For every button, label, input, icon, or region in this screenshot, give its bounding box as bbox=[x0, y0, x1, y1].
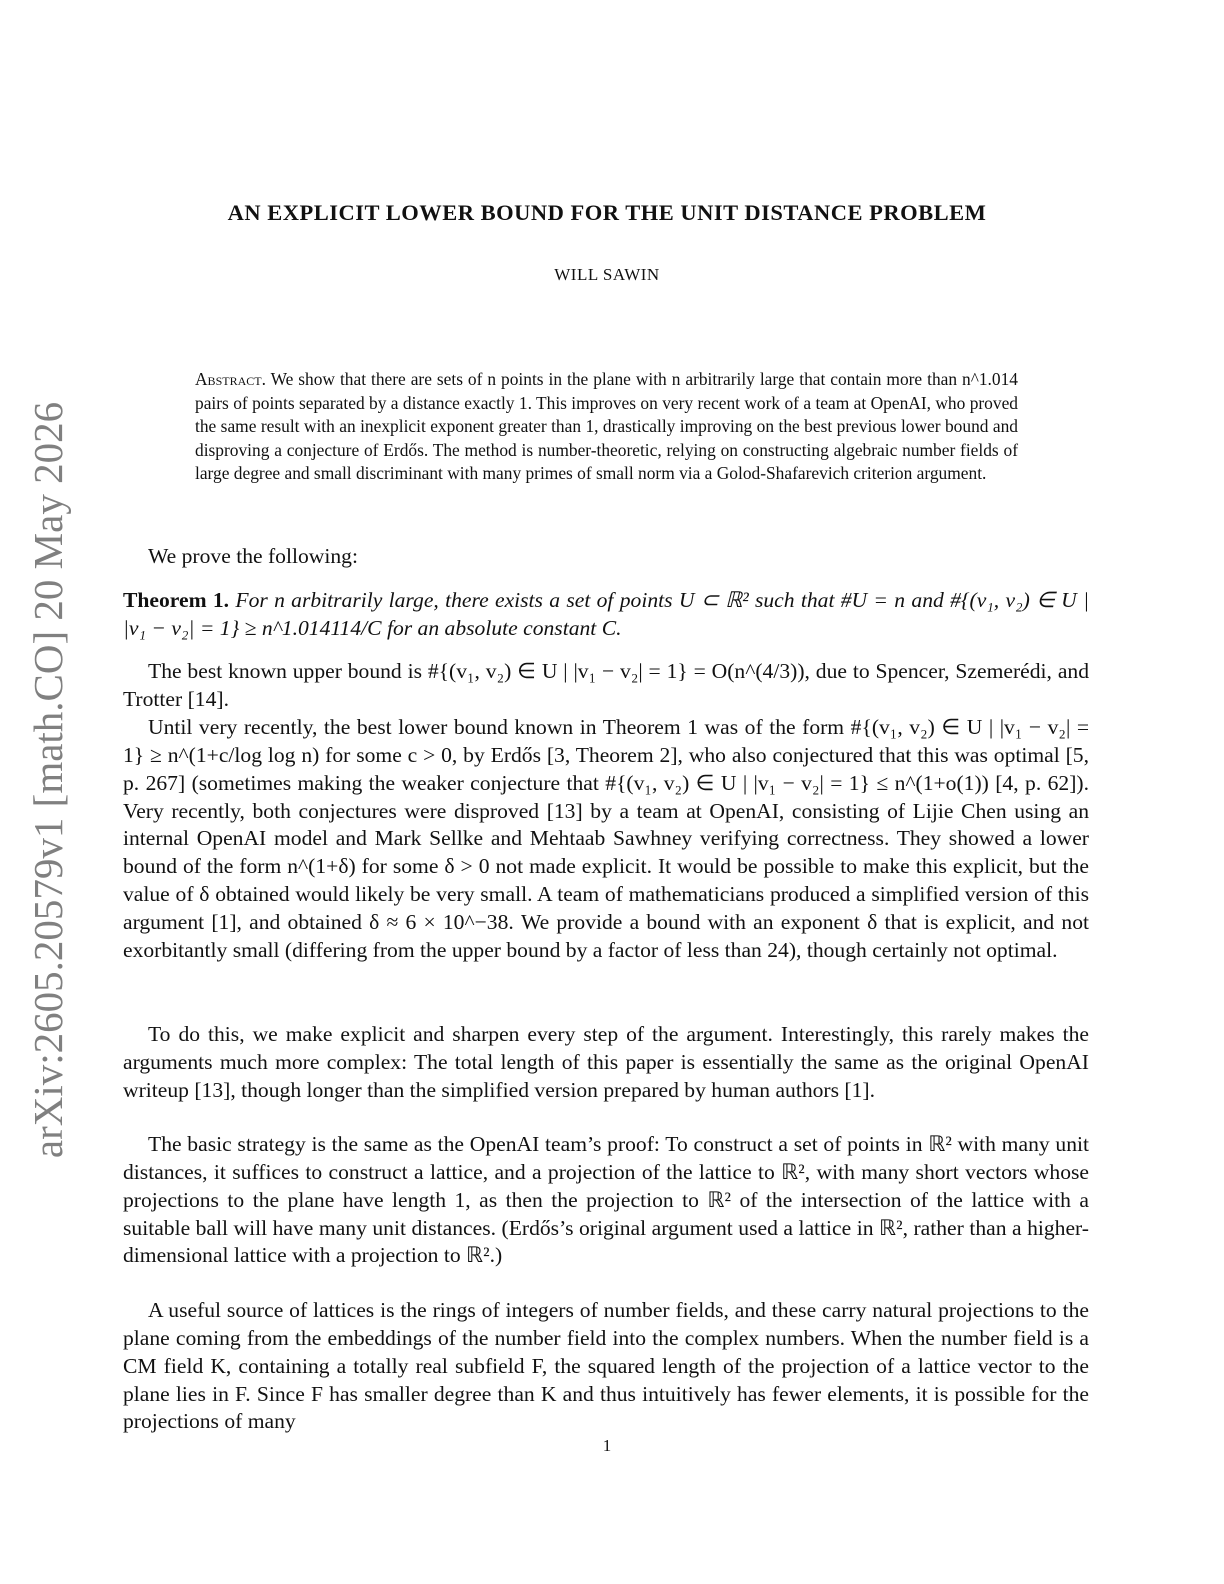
abstract-label: Abstract. bbox=[195, 369, 266, 389]
paragraph-strategy: The basic strategy is the same as the OpenAI team’s proof: To construct a set of points in ℝ² with many unit distances, it suffices to construct a lattice, and a projection of the lattice to ℝ², with many short vectors whose projections to the plane have length 1, as then the projection to ℝ² of the intersection of the lattice with a suitable ball will have many unit distances. (Erdős’s original argument used a lattice in ℝ², rather than a higher-dimensional lattice with a projection to ℝ².) bbox=[123, 1132, 1089, 1268]
theorem-1 bbox=[123, 587, 1089, 643]
abstract-text: We show that there are sets of n points in the plane with n arbitrarily large that contain more than n^1.014 pairs of points separated by a distance exactly 1. This improves on very recent work of a team at OpenAI, who proved the same result with an inexplicit exponent greater than 1, drastically improving on the best previous lower bound and disproving a conjecture of Erdős. The method is number-theoretic, relying on constructing algebraic number fields of large degree and small discriminant with many primes of small norm via a Golod-Shafarevich criterion argument. bbox=[195, 369, 1018, 484]
paper-title: AN EXPLICIT LOWER BOUND FOR THE UNIT DISTANCE PROBLEM bbox=[227, 200, 987, 225]
abstract bbox=[195, 368, 1018, 486]
arxiv-identifier-stamp bbox=[18, 400, 78, 1160]
paragraph-history: Until very recently, the best lower bound known in Theorem 1 was of the form #{(v₁, v₂) ∈ U | |v₁ − v₂| = 1} ≥ n^(1+c/log log n) for some c > 0, by Erdős [3, Theorem 2], who also conjectured that this was optimal [5, p. 267] (sometimes making the weaker conjecture that #{(v₁, v₂) ∈ U | |v₁ − v₂| = 1} ≤ n^(1+o(1)) [4, p. 62]). Very recently, both conjectures were disproved [13] by a team at OpenAI, consisting of Lijie Chen using an internal OpenAI model and Mark Sellke and Mehtaab Sawhney verifying correctness. They showed a lower bound of the form n^(1+δ) for some δ > 0 not made explicit. It would be possible to make this explicit, but the value of δ obtained would likely be very small. A team of mathematicians produced a simplified version of this argument [1], and obtained δ ≈ 6 × 10^−38. We provide a bound with an exponent δ that is explicit, and not exorbitantly small (differing from the upper bound by a factor of less than 24), though certainly not optimal. bbox=[123, 715, 1089, 962]
page-number: 1 bbox=[602, 1436, 612, 1455]
paragraph-upper-bound: The best known upper bound is #{(v₁, v₂) ∈ U | |v₁ − v₂| = 1} = O(n^(4/3)), due to Spencer, Szemerédi, and Trotter [14]. bbox=[123, 659, 1089, 711]
paper-author: WILL SAWIN bbox=[554, 265, 660, 284]
paragraph-lattices: A useful source of lattices is the rings of integers of number fields, and these carry natural projections to the plane coming from the embeddings of the number field into the complex numbers. When the number field is a CM field K, containing a totally real subfield F, the squared length of the projection of a lattice vector to the plane lies in F. Since F has smaller degree than K and thus intuitively has fewer elements, it is possible for the projections of many bbox=[123, 1298, 1089, 1434]
theorem-statement: For n arbitrarily large, there exists a set of points U ⊂ ℝ² such that #U = n and #{(v₁, v₂) ∈ U | |v₁ − v₂| = 1} ≥ n^1.014114/C for an absolute constant C. bbox=[123, 588, 1090, 640]
intro-sentence: We prove the following: bbox=[148, 544, 358, 568]
arxiv-identifier-text: arXiv:2605.20579v1 [math.CO] 20 May 2026 bbox=[25, 401, 72, 1159]
theorem-label: Theorem 1. bbox=[123, 588, 230, 612]
paragraph-approach: To do this, we make explicit and sharpen every step of the argument. Interestingly, this rarely makes the arguments much more complex: The total length of this paper is essentially the same as the original OpenAI writeup [13], though longer than the simplified version prepared by human authors [1]. bbox=[123, 1022, 1089, 1102]
